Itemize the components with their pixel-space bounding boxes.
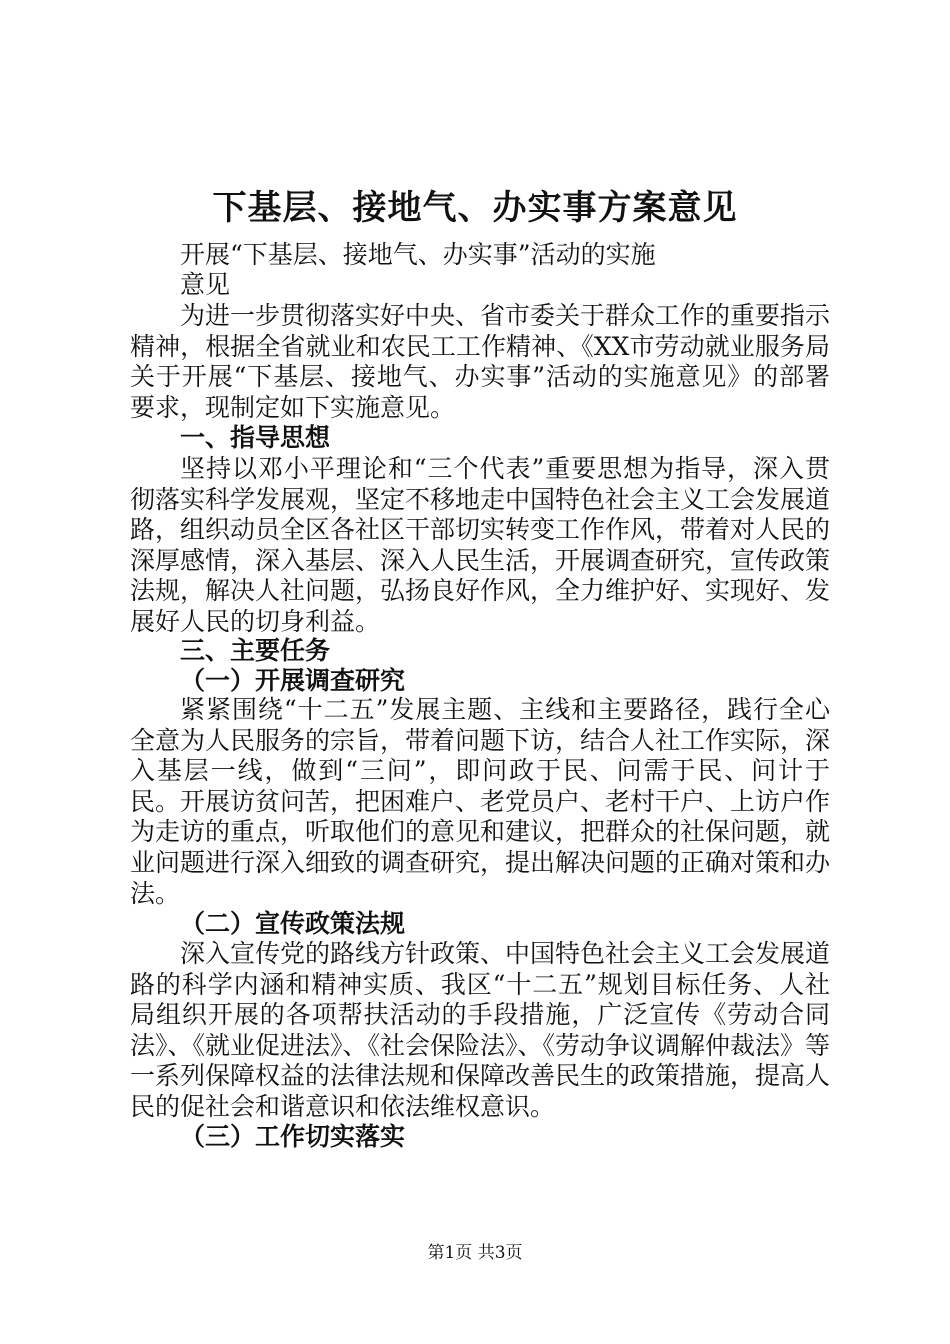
subsection-3-heading: （三）工作切实落实 [180, 1122, 406, 1151]
intro-paragraph: 为进一步贯彻落实好中央、省市委关于群众工作的重要指示精神，根据全省就业和农民工工作精神、《XX市劳动就业服务局关于开展“下基层、接地气、办实事”活动的实施意见》的部署要求，现制定如下实施意见。 [130, 301, 831, 422]
section-1-heading: 一、指导思想 [180, 423, 331, 452]
subsection-1-heading: （一）开展调查研究 [180, 666, 406, 695]
subsection-2-heading: （二）宣传政策法规 [180, 909, 406, 938]
subtitle-line-2: 意见 [180, 270, 231, 299]
section-3-heading: 三、主要任务 [180, 636, 331, 665]
section-1-paragraph: 坚持以邓小平理论和“三个代表”重要思想为指导，深入贯彻落实科学发展观，坚定不移地走中国特色社会主义工会发展道路，组织动员全区各社区干部切实转变工作作风，带着对人民的深厚感情，深入基层、深入人民生活，开展调查研究，宣传政策法规，解决人社问题，弘扬良好作风，全力维护好、实现好、发展好人民的切身利益。 [130, 454, 831, 636]
page-footer: 第1页 共3页 [427, 1243, 523, 1263]
document-title: 下基层、接地气、办实事方案意见 [212, 188, 738, 228]
subsection-1-paragraph: 紧紧围绕“十二五”发展主题、主线和主要路径，践行全心全意为人民服务的宗旨，带着问题下访，结合人社工作实际，深入基层一线，做到“三问”，即问政于民、问需于民、问计于民。开展访贫问苦，把困难户、老党员户、老村干户、上访户作为走访的重点，听取他们的意见和建议，把群众的社保问题，就业问题进行深入细致的调查研究，提出解决问题的正确对策和办法。 [130, 695, 831, 908]
subtitle-line-1: 开展“下基层、接地气、办实事”活动的实施 [180, 240, 656, 269]
subsection-2-paragraph: 深入宣传党的路线方针政策、中国特色社会主义工会发展道路的科学内涵和精神实质、我区“十二五”规划目标任务、人社局组织开展的各项帮扶活动的手段措施，广泛宣传《劳动合同法》、《就业促进法》、《社会保险法》、《劳动争议调解仲裁法》等一系列保障权益的法律法规和保障改善民生的政策措施，提高人民的促社会和谐意识和依法维权意识。 [130, 939, 831, 1121]
